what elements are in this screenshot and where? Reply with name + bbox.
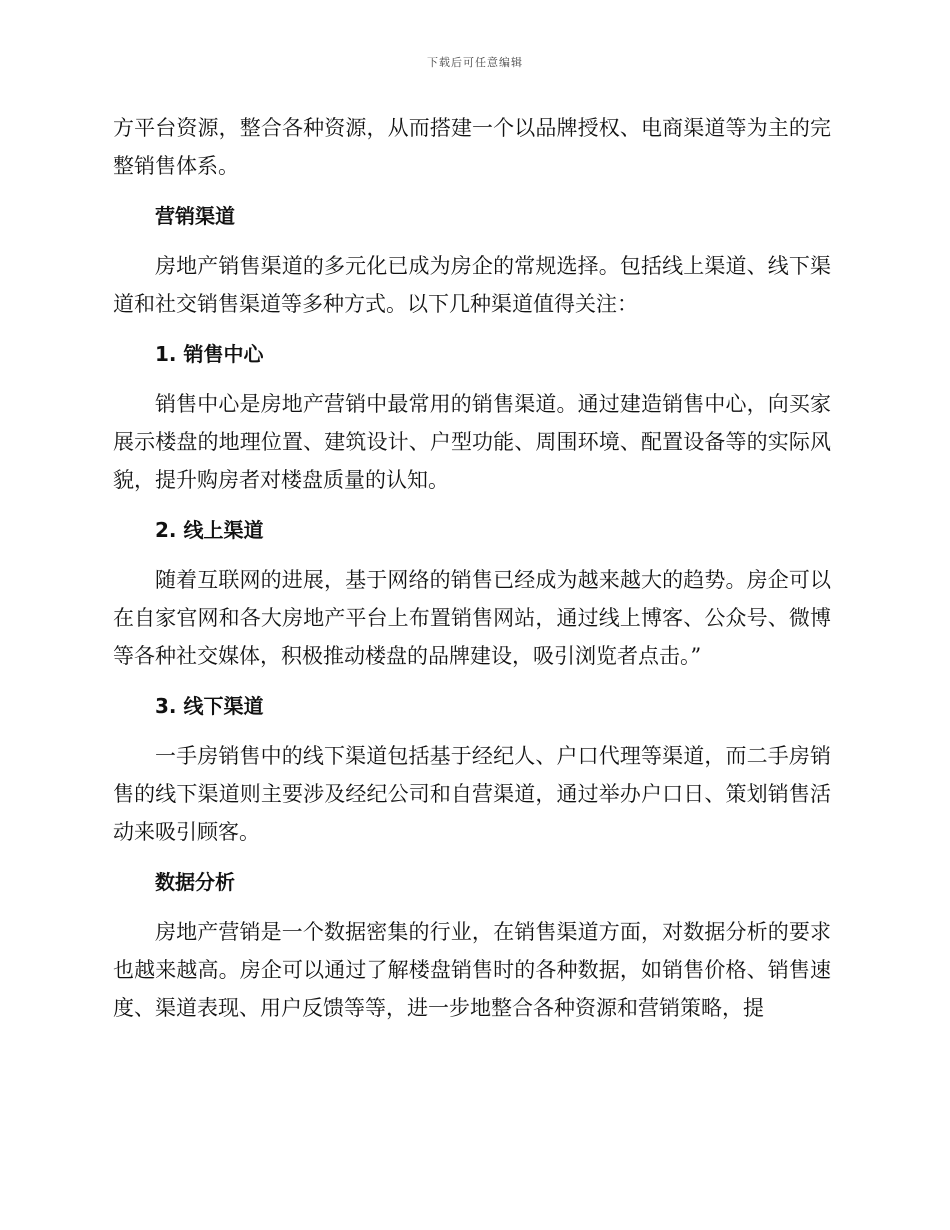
paragraph-channels-intro: 房地产销售渠道的多元化已成为房企的常规选择。包括线上渠道、线下渠道和社交销售渠道等多种方式。以下几种渠道值得关注： [113,254,831,316]
subheading-online-channels: 2. 线上渠道 [155,518,264,542]
page-header-note: 下载后可任意编辑 [427,56,523,69]
subheading-offline-channels: 3. 线下渠道 [155,694,264,718]
section-heading-marketing-channels: 营销渠道 [155,204,235,228]
section-heading-data-analysis: 数据分析 [155,870,235,894]
document-body [113,109,831,1027]
paragraph-offline-channels: 一手房销售中的线下渠道包括基于经纪人、户口代理等渠道，而二手房销售的线下渠道则主要涉及经纪公司和自营渠道，通过举办户口日、策划销售活动来吸引顾客。 [113,744,831,844]
paragraph-sales-center: 销售中心是房地产营销中最常用的销售渠道。通过建造销售中心，向买家展示楼盘的地理位置、建筑设计、户型功能、周围环境、配置设备等的实际风貌，提升购房者对楼盘质量的认知。 [113,392,831,492]
paragraph-online-channels: 随着互联网的进展，基于网络的销售已经成为越来越大的趋势。房企可以在自家官网和各大房地产平台上布置销售网站，通过线上博客、公众号、微博等各种社交媒体，积极推动楼盘的品牌建设，吸引浏览者点击。” [113,568,831,668]
paragraph-data-analysis: 房地产营销是一个数据密集的行业，在销售渠道方面，对数据分析的要求也越来越高。房企可以通过了解楼盘销售时的各种数据，如销售价格、销售速度、渠道表现、用户反馈等等，进一步地整合各种资源和营销策略，提 [113,920,831,1020]
paragraph-continuation: 方平台资源，整合各种资源，从而搭建一个以品牌授权、电商渠道等为主的完整销售体系。 [113,116,831,178]
subheading-sales-center: 1. 销售中心 [155,342,264,366]
